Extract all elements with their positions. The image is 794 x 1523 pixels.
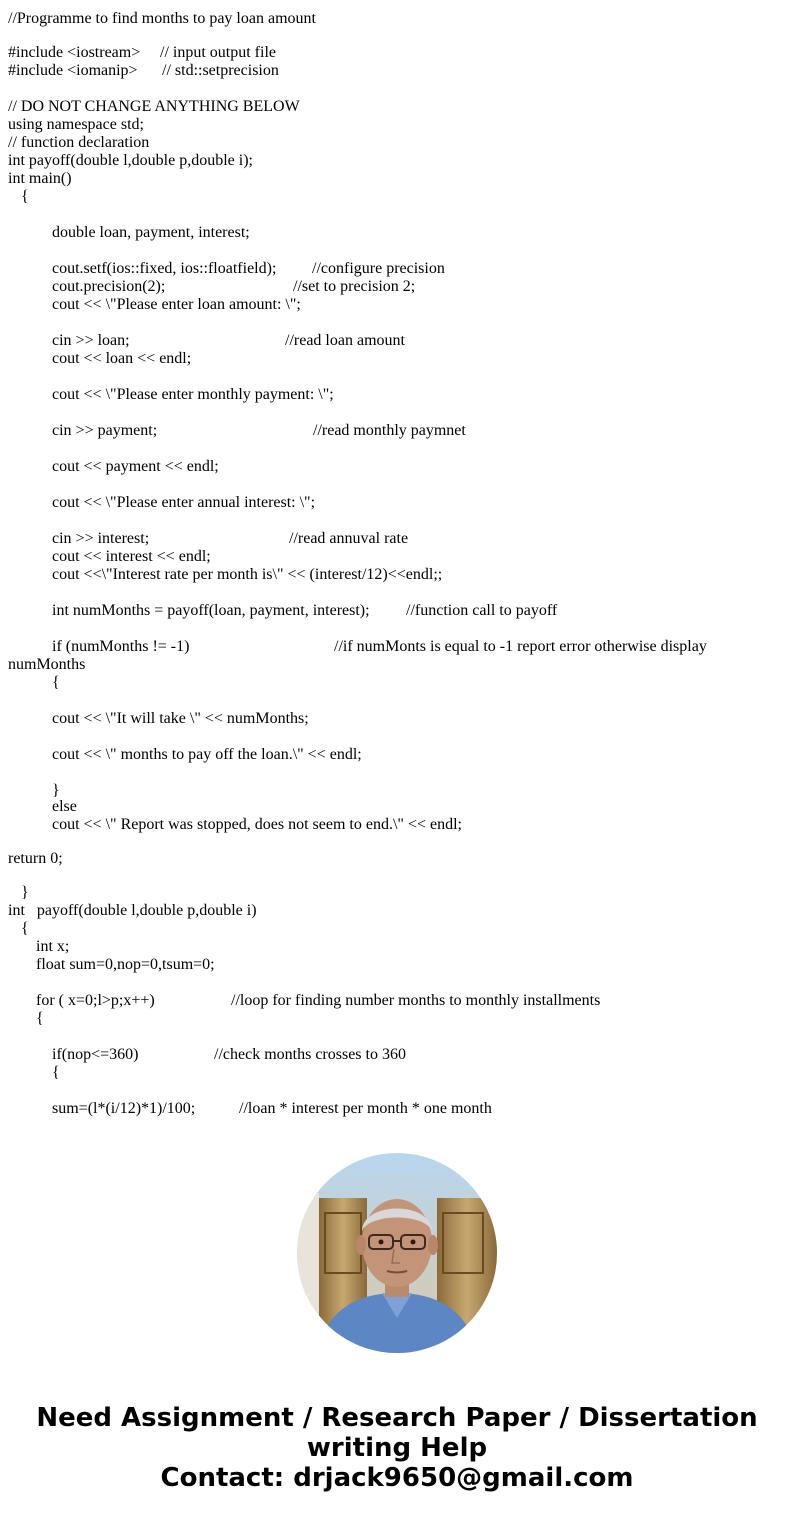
code-line: cout <<\"Interest rate per month is\" << (interest/12)<<endl;; (52, 566, 443, 583)
footer-contact (0, 1403, 794, 1493)
code-comment: // input output file (160, 44, 276, 61)
code-comment: //check months crosses to 360 (214, 1046, 406, 1063)
code-line: { (52, 674, 60, 691)
code-line: cout << loan << endl; (52, 350, 192, 367)
author-photo (297, 1153, 497, 1353)
code-comment: //read annuval rate (289, 530, 409, 547)
code-line: cout << \"It will take \" << numMonths; (52, 710, 309, 727)
code-line: } (21, 884, 29, 901)
code-comment: //read loan amount (285, 332, 405, 349)
code-line: if (numMonths != -1) //if numMonts is equal to -1 report error otherwise display (52, 638, 707, 655)
code-comment: //loop for finding number months to monthly installments (231, 992, 601, 1009)
code-line: cout << \" months to pay off the loan.\" << endl; (52, 746, 362, 763)
code-line: cout << \" Report was stopped, does not seem to end.\" << endl; (52, 816, 462, 833)
code-line: else (52, 798, 77, 815)
code-line: cout.precision(2); //set to precision 2; (52, 278, 416, 295)
code-line: for ( x=0;l>p;x++) //loop for finding number months to monthly installments (36, 992, 601, 1009)
code-line: if(nop<=360) //check months crosses to 360 (52, 1046, 406, 1063)
code-line: //Programme to find months to pay loan amount (8, 10, 316, 27)
code-line: { (21, 188, 29, 205)
code-line: #include <iomanip> // std::setprecision (8, 62, 279, 79)
code-comment: //set to precision 2; (293, 278, 416, 295)
code-line: int numMonths = payoff(loan, payment, interest); //function call to payoff (52, 602, 558, 619)
code-comment: //if numMonts is equal to -1 report error otherwise display (334, 638, 707, 655)
code-line: cout.setf(ios::fixed, ios::floatfield); //configure precision (52, 260, 445, 277)
footer-email: Contact: drjack9650@gmail.com (160, 1463, 634, 1493)
code-comment: // std::setprecision (162, 62, 279, 79)
code-line: int payoff(double l,double p,double i); (8, 152, 253, 169)
code-line: { (52, 1064, 60, 1081)
code-comment: //loan * interest per month * one month (239, 1100, 492, 1117)
code-line: cin >> loan; //read loan amount (52, 332, 405, 349)
code-comment: //read monthly paymnet (313, 422, 466, 439)
code-line: cout << \"Please enter annual interest: \"; (52, 494, 316, 511)
code-line: cout << payment << endl; (52, 458, 219, 475)
code-line: numMonths (8, 656, 86, 673)
code-line: cout << \"Please enter loan amount: \"; (52, 296, 301, 313)
code-line: using namespace std; (8, 116, 144, 133)
code-line: double loan, payment, interest; (52, 224, 250, 241)
code-line: { (36, 1010, 44, 1027)
code-line: { (21, 920, 29, 937)
code-line: cin >> payment; //read monthly paymnet (52, 422, 466, 439)
code-line: // function declaration (8, 134, 150, 151)
code-line: cout << interest << endl; (52, 548, 211, 565)
code-line: int payoff(double l,double p,double i) (8, 902, 257, 919)
footer-headline: Need Assignment / Research Paper / Dissertation writing Help (36, 1403, 758, 1463)
code-line: int main() (8, 170, 72, 187)
code-comment: //function call to payoff (406, 602, 558, 619)
code-line: cin >> interest; //read annuval rate (52, 530, 409, 547)
code-line: // DO NOT CHANGE ANYTHING BELOW (8, 98, 300, 115)
code-line: } (52, 782, 60, 799)
code-line: sum=(l*(i/12)*1)/100; //loan * interest per month * one month (52, 1100, 492, 1117)
code-line: cout << \"Please enter monthly payment: \"; (52, 386, 334, 403)
code-line: int x; (36, 938, 70, 955)
code-line: float sum=0,nop=0,tsum=0; (36, 956, 215, 973)
code-line: #include <iostream> // input output file (8, 44, 276, 61)
code-line: return 0; (8, 850, 63, 867)
code-comment: //configure precision (312, 260, 445, 277)
